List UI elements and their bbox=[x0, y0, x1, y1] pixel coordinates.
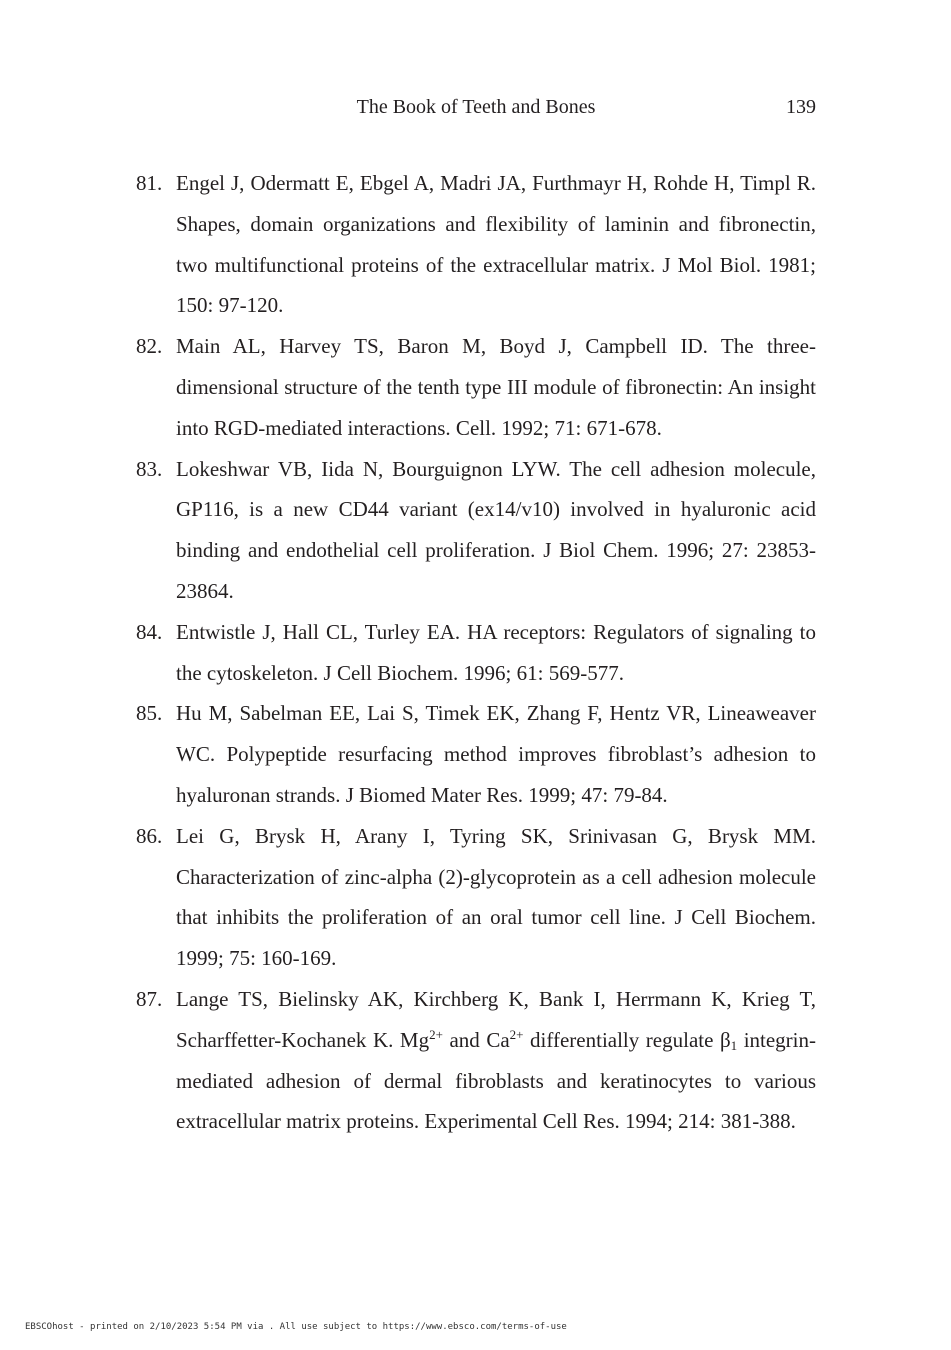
running-title: The Book of Teeth and Bones bbox=[356, 96, 596, 118]
reference-item bbox=[136, 163, 816, 326]
subscript-index: 1 bbox=[730, 1037, 738, 1053]
reference-item bbox=[136, 979, 816, 1142]
print-footer: EBSCOhost - printed on 2/10/2023 5:54 PM via . All use subject to https://www.ebsco.com/terms-of-use bbox=[25, 1322, 567, 1332]
superscript-charge: 2+ bbox=[509, 1026, 524, 1042]
reference-text-part: integrin-mediated adhesion of dermal fibroblasts and keratinocytes to various extracellular matrix proteins. Experimental Cell Res. 1994; 214: 381-388. bbox=[176, 1027, 817, 1134]
reference-item bbox=[136, 326, 816, 448]
reference-text bbox=[176, 987, 816, 1133]
reference-number: 81. bbox=[136, 171, 163, 195]
reference-number: 87. bbox=[136, 986, 163, 1011]
reference-text-part: Lange TS, Bielinsky AK, Kirchberg K, Bank I, Herrmann K, Krieg T, Scharffetter-Kochanek K. Mg bbox=[176, 986, 816, 1052]
reference-text-part: and Ca bbox=[442, 1027, 510, 1052]
reference-number: 83. bbox=[136, 456, 163, 481]
reference-number: 86. bbox=[136, 823, 163, 848]
reference-text: Entwistle J, Hall CL, Turley EA. HA receptors: Regulators of signaling to the cytoskeleton. J Cell Biochem. 1996; 61: 569-577. bbox=[176, 619, 816, 685]
reference-item bbox=[136, 816, 816, 979]
reference-number: 82. bbox=[136, 334, 163, 359]
reference-number: 85. bbox=[136, 701, 163, 726]
reference-text: Lokeshwar VB, Iida N, Bourguignon LYW. The cell adhesion molecule, GP116, is a new CD44 variant (ex14/v10) involved in hyaluronic acid binding and endothelial cell proliferation. J Biol Chem. 1996; 27: 23853-23864. bbox=[176, 456, 816, 603]
page-number: 139 bbox=[786, 96, 816, 118]
reference-text-part: differentially regulate β bbox=[523, 1027, 731, 1052]
reference-item bbox=[136, 693, 816, 815]
reference-text: Engel J, Odermatt E, Ebgel A, Madri JA, Furthmayr H, Rohde H, Timpl R. Shapes, domain organizations and flexibility of laminin and fibronectin, two multifunctional proteins of the extracellular matrix. J Mol Biol. 1981; 150: 97-120. bbox=[176, 171, 816, 318]
reference-text: Lei G, Brysk H, Arany I, Tyring SK, Srinivasan G, Brysk MM. Characterization of zinc-alpha (2)-glycoprotein as a cell adhesion molecule that inhibits the proliferation of an oral tumor cell line. J Cell Biochem. 1999; 75: 160-169. bbox=[176, 823, 816, 971]
superscript-charge: 2+ bbox=[429, 1026, 443, 1042]
running-header bbox=[136, 96, 816, 124]
reference-text: Main AL, Harvey TS, Baron M, Boyd J, Campbell ID. The three-dimensional structure of the tenth type III module of fibronectin: An insight into RGD-mediated interactions. Cell. 1992; 71: 671-678. bbox=[176, 334, 816, 440]
reference-list bbox=[136, 163, 816, 1142]
reference-item bbox=[136, 449, 816, 612]
reference-number: 84. bbox=[136, 619, 163, 644]
reference-text: Hu M, Sabelman EE, Lai S, Timek EK, Zhang F, Hentz VR, Lineaweaver WC. Polypeptide resurfacing method improves fibroblast’s adhesion to hyaluronan strands. J Biomed Mater Res. 1999; 47: 79-84. bbox=[176, 701, 816, 807]
reference-item bbox=[136, 612, 816, 694]
